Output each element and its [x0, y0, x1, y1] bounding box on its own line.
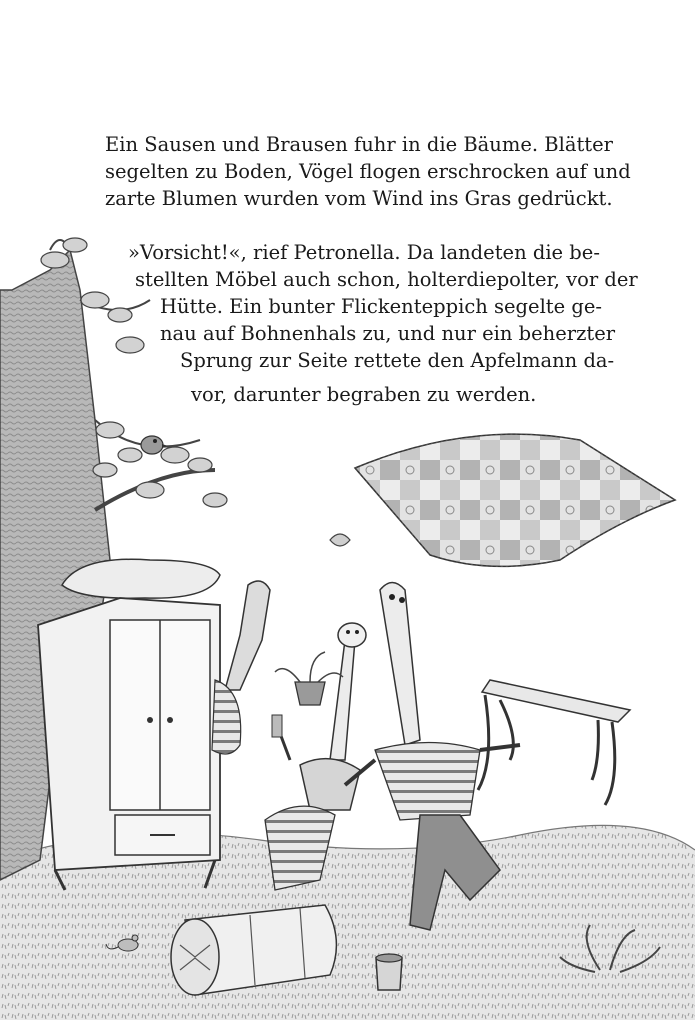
story-line-1: Ein Sausen und Brausen fuhr in die Bäume. Blätter	[105, 133, 613, 156]
wardrobe	[38, 598, 220, 890]
paint-bucket	[376, 954, 402, 990]
flying-side-table	[478, 680, 630, 805]
story-line-5: stellten Möbel auch schon, holterdiepolter, vor der	[135, 268, 638, 291]
flying-patchwork-rug	[355, 434, 675, 566]
story-line-8: Sprung zur Seite rettete den Apfelmann da-	[180, 349, 615, 372]
story-line-9: vor, darunter begraben zu werden.	[191, 383, 537, 406]
story-line-7: nau auf Bohnenhals zu, und nur ein beherzter	[160, 322, 616, 345]
story-line-2: segelten zu Boden, Vögel flogen erschrocken auf und	[105, 160, 631, 183]
story-line-4: »Vorsicht!«, rief Petronella. Da landeten die be-	[128, 241, 600, 264]
story-line-3: zarte Blumen wurden vom Wind ins Gras gedrückt.	[105, 187, 613, 210]
story-line-6: Hütte. Ein bunter Flickenteppich segelte ge-	[160, 295, 602, 318]
